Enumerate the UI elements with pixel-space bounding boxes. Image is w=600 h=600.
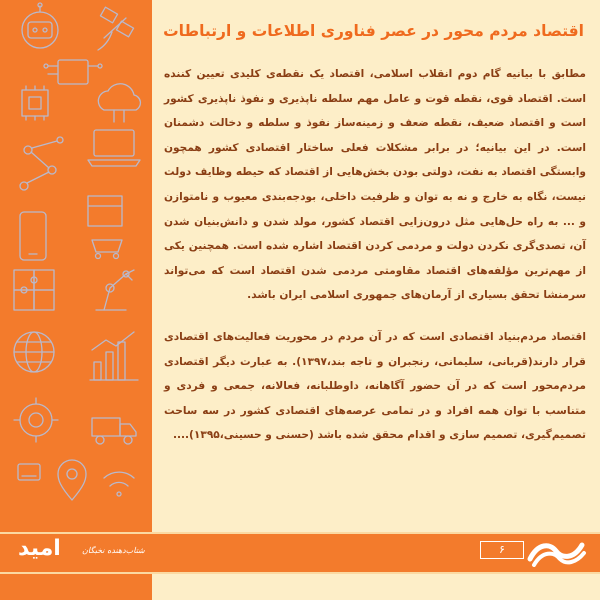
chip-icon — [22, 86, 48, 120]
paragraph-2: اقتصاد مردم‌بنیاد اقتصادی است که در آن مردم در محوریت فعالیت‌های اقتصادی قرار دارند(قربانی، سلیمانی، رنجبران و تاجه بند،۱۳۹۷). به عبارت دیگر اقتصادی مردم‌محور است که در آن حضور آگاهانه، داوطلبانه، فعالانه، جمعی و فردی و متناسب با توان همه افراد و در تمامی عرصه‌های اقتصادی کشور در سه ساحت تصمیم‌گیری، تصمیم سازی و اقدام محقق شده باشد (حسنی و حسینی،۱۳۹۵).... — [164, 330, 586, 442]
shopping-cart-icon — [88, 196, 122, 259]
wifi-icon — [104, 472, 134, 496]
article-body — [164, 62, 586, 465]
bar-chart-icon — [90, 332, 138, 380]
puzzle-icon — [14, 270, 54, 310]
globe-network-icon — [14, 332, 54, 372]
robot-arm-icon — [96, 270, 134, 310]
robot-icon — [22, 3, 58, 48]
laptop-icon — [88, 130, 140, 166]
paragraph-1: مطابق با بیانیه گام دوم انقلاب اسلامی، اقتصاد یک نقطه‌ی کلیدی تعیین کننده است. اقتصاد قوی، نقطه قوت و عامل مهم سلطه ناپذیری و نفوذ ناپذیری کشور است و اقتصاد ضعیف، نقطه ضعف و زمینه‌ساز نفوذ و سلطه و دخالت دشمنان است. در این بیانیه؛ در برابر مشکلات فعلی ساختار اقتصادی کشور همچون وابستگی اقتصاد به نفت، دولتی بودن بخش‌هایی از اقتصاد که حیطه وظایف دولت نیست، نگاه به خارج و نه به توان و ظرفیت داخلی، بودجه‌بندی معیوب و نامتوازن و ... به راه حل‌هایی مثل درون‌زایی اقتصاد کشور، مولد شدن و دانش‌بنیان شدن آن، تصدی‌گری نکردن دولت و مردمی کردن اقتصاد اشاره شده است. همچنین یکی از مهم‌ترین مؤلفه‌های اقتصاد مقاومتی مردمی شدن اقتصاد است که می‌تواند سرمنشا تحقق بسیاری از آرمان‌های جمهوری اسلامی ایران باشد. — [164, 68, 586, 302]
small-gadget-icon — [18, 464, 40, 480]
truck-icon — [92, 418, 136, 444]
brand-name: امید — [18, 536, 61, 561]
circuit-board-icon — [44, 60, 102, 84]
decorative-sidebar — [0, 0, 152, 600]
page-number: ۶ — [480, 541, 524, 559]
satellite-icon — [98, 7, 134, 50]
page-title: اقتصاد مردم محور در عصر فناوری اطلاعات و ارتباطات — [163, 22, 584, 40]
brand-tagline: شتاب‌دهنده نخبگان — [82, 546, 145, 555]
location-pin-icon — [58, 460, 86, 500]
bottom-strip — [152, 574, 600, 600]
cloud-icon — [98, 84, 140, 122]
gear-icon — [14, 398, 58, 442]
smartphone-icon — [20, 212, 46, 260]
brand-logo-icon — [526, 537, 588, 567]
network-icon — [20, 137, 63, 190]
